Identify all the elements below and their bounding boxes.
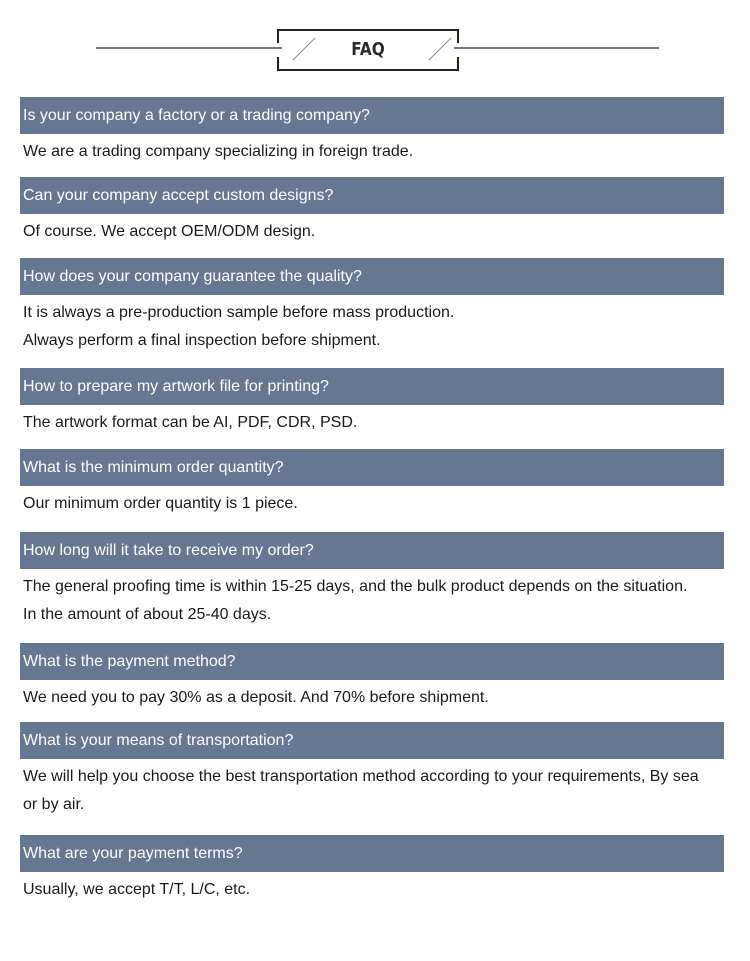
faq-question: Is your company a factory or a trading company? [20,97,724,134]
answer-line: The general proofing time is within 15-25 days, and the bulk product depends on the situation. [23,578,688,595]
faq-question: What are your payment terms? [20,835,724,872]
answer-line: Usually, we accept T/T, L/C, etc. [23,881,251,898]
faq-question: What is your means of transportation? [20,722,724,759]
faq-question: How to prepare my artwork file for printing? [20,368,724,405]
answer-line: It is always a pre-production sample before mass production. [23,304,455,321]
faq-answer [23,763,723,819]
answer-line: We need you to pay 30% as a deposit. And 70% before shipment. [23,689,489,706]
faq-answer [23,876,723,904]
faq-answer [23,138,723,166]
faq-question: How does your company guarantee the quality? [20,258,724,295]
header-frame [277,29,459,71]
answer-line: or by air. [23,796,85,813]
answer-line: Our minimum order quantity is 1 piece. [23,495,298,512]
answer-line: Always perform a final inspection before shipment. [23,332,381,349]
page-title: FAQ [351,39,385,60]
faq-question: How long will it take to receive my order? [20,532,724,569]
answer-line: In the amount of about 25-40 days. [23,606,272,623]
faq-question: Can your company accept custom designs? [20,177,724,214]
faq-answer [23,573,723,629]
faq-answer [23,409,723,437]
faq-answer [23,218,723,246]
answer-line: We will help you choose the best transportation method according to your requirements, By sea [23,768,699,785]
answer-line: The artwork format can be AI, PDF, CDR, PSD. [23,414,358,431]
header-divider-right [454,47,659,49]
answer-line: Of course. We accept OEM/ODM design. [23,223,316,240]
faq-answer [23,684,723,712]
faq-question: What is the payment method? [20,643,724,680]
header-divider-left [96,47,282,49]
faq-answer [23,299,723,355]
faq-answer [23,490,723,518]
answer-line: We are a trading company specializing in foreign trade. [23,143,414,160]
faq-question: What is the minimum order quantity? [20,449,724,486]
